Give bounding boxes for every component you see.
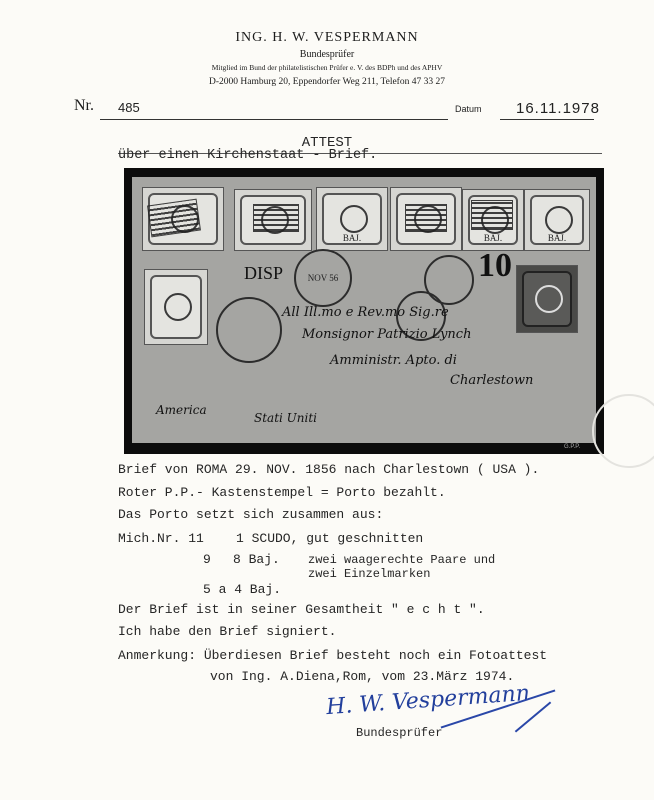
cover-photograph	[124, 168, 604, 454]
attest-heading: ATTEST	[301, 135, 353, 151]
expert-name: ING. H. W. VESPERMANN	[235, 30, 419, 45]
rate-mark-10: 10	[478, 247, 512, 284]
number-underline	[100, 119, 448, 120]
photo-credit: G.P.P.	[564, 444, 581, 450]
item-1-ref: Mich.Nr. 11	[118, 531, 204, 546]
date-underline	[500, 119, 594, 120]
membership-line: Mitglied im Bund der philatelistischen Prüfer e. V. des BDPh und des APHV	[211, 63, 443, 72]
disp-mark: DISP	[244, 263, 284, 283]
rome-postmark: NOV 56	[294, 249, 352, 307]
stamp-8-baj-1	[234, 189, 312, 251]
stamp-8-baj-3	[390, 187, 462, 251]
note-line-2: von Ing. A.Diena,Rom, vom 23.März 1974.	[210, 669, 515, 684]
date-label: Datum	[455, 104, 482, 114]
address-line: D-2000 Hamburg 20, Eppendorfer Weg 211, Telefon 47 33 27	[209, 77, 445, 87]
signed-statement: Ich habe den Brief signiert.	[118, 624, 337, 639]
stamp-4-baj-left	[144, 269, 208, 345]
address-line-2: Monsignor Patrizio Lynch	[302, 327, 472, 342]
body-line-route: Brief von ROMA 29. NOV. 1856 nach Charlestown ( USA ).	[118, 462, 540, 477]
address-line-4: Charlestown	[450, 373, 534, 388]
item-2-description-1: zwei waagerechte Paare und	[308, 553, 496, 567]
note-line-1: Anmerkung: Überdiesen Brief besteht noch ein Fotoattest	[118, 648, 548, 663]
transit-postmark-3	[424, 255, 474, 305]
item-2-description-2: zwei Einzelmarken	[308, 567, 431, 581]
item-2-value: 8 Baj.	[233, 552, 280, 567]
stamp-1-scudo	[142, 187, 224, 251]
expert-title: Bundesprüfer	[299, 49, 355, 60]
attest-subject: über einen Kirchenstaat - Brief.	[118, 148, 378, 163]
stamp-8-baj-4: BAJ.	[462, 189, 524, 251]
transit-postmark-1	[216, 297, 282, 363]
date-value: 16.11.1978	[516, 100, 600, 117]
item-1-value: 1 SCUDO, gut geschnitten	[236, 531, 424, 546]
body-line-box-stamp: Roter P.P.- Kastenstempel = Porto bezahlt.	[118, 485, 446, 500]
number-value: 485	[118, 100, 140, 115]
address-line-1: All Ill.mo e Rev.mo Sig.re	[282, 305, 449, 320]
body-line-postage: Das Porto setzt sich zusammen aus:	[118, 507, 384, 522]
address-line-5: America	[156, 403, 207, 417]
embossed-seal	[592, 394, 654, 468]
stamp-8-baj-2: BAJ.	[316, 187, 388, 251]
number-label: Nr.	[74, 97, 94, 114]
signature-title: Bundesprüfer	[356, 726, 443, 740]
stamp-4-baj-right	[516, 265, 578, 333]
address-line-3: Amministr. Apto. di	[330, 353, 457, 368]
envelope	[132, 177, 596, 443]
item-2-ref: 9	[203, 552, 211, 567]
genuine-statement: Der Brief ist in seiner Gesamtheit " e c h t ".	[118, 602, 485, 617]
handwritten-signature: H. W. Vespermann	[325, 680, 531, 721]
address-line-6: Stati Uniti	[254, 411, 318, 425]
stamp-8-baj-5: BAJ.	[524, 189, 590, 251]
item-3: 5 a 4 Baj.	[203, 582, 282, 597]
